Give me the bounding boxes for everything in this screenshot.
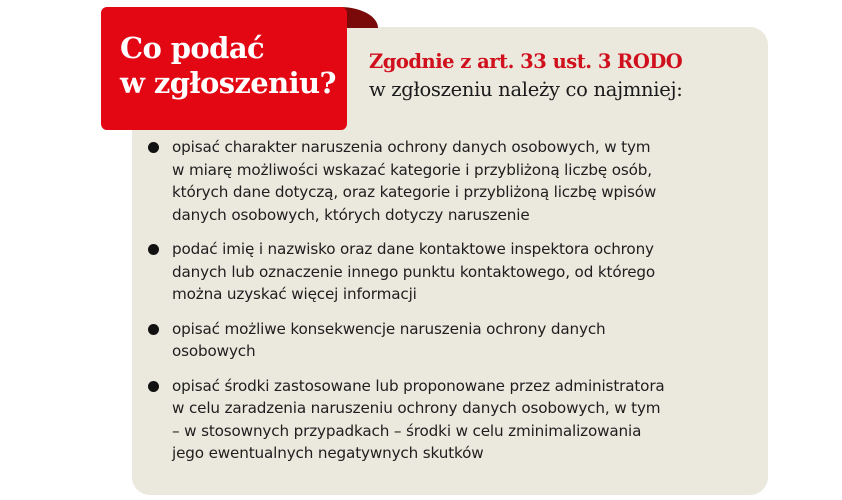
- list-item-line: podać imię i nazwisko oraz dane kontaktowe inspektora ochrony: [172, 240, 654, 258]
- bullet-icon: [148, 381, 159, 392]
- title-line-1: Co podać: [120, 31, 265, 65]
- requirements-list: [148, 136, 768, 465]
- intro-text: w zgłoszeniu należy co najmniej:: [369, 78, 683, 101]
- list-item: [148, 375, 768, 465]
- title-line-2: w zgłoszeniu?: [120, 66, 336, 100]
- list-item: [148, 238, 768, 306]
- list-item: [148, 136, 768, 226]
- list-item-line: osobowych: [172, 342, 256, 360]
- list-item-line: w celu zaradzenia naruszeniu ochrony danych osobowych, w tym: [172, 399, 661, 417]
- list-item-line: danych lub oznaczenie innego punktu kontaktowego, od którego: [172, 262, 656, 281]
- list-item-line: opisać środki zastosowane lub proponowane przez administratora: [172, 376, 665, 395]
- bullet-icon: [148, 142, 159, 153]
- list-item-line: danych osobowych, których dotyczy naruszenie: [172, 205, 530, 224]
- list-item-line: można uzyskać więcej informacji: [172, 285, 417, 303]
- list-item-line: w miarę możliwości wskazać kategorie i przybliżoną liczbę osób,: [172, 160, 652, 179]
- list-item-line: których dane dotyczą, oraz kategorie i przybliżoną liczbę wpisów: [172, 183, 657, 201]
- legal-reference: Zgodnie z art. 33 ust. 3 RODO: [369, 50, 683, 73]
- list-item-line: opisać możliwe konsekwencje naruszenia ochrony danych: [172, 319, 606, 338]
- bullet-icon: [148, 324, 159, 335]
- title-label: [101, 7, 347, 130]
- intro-heading: [369, 48, 682, 104]
- list-item-line: jego ewentualnych negatywnych skutków: [172, 444, 484, 462]
- list-item-line: – w stosownych przypadkach – środki w celu zminimalizowania: [172, 421, 642, 440]
- list-item-line: opisać charakter naruszenia ochrony danych osobowych, w tym: [172, 138, 651, 156]
- list-item: [148, 318, 768, 363]
- bullet-icon: [148, 244, 159, 255]
